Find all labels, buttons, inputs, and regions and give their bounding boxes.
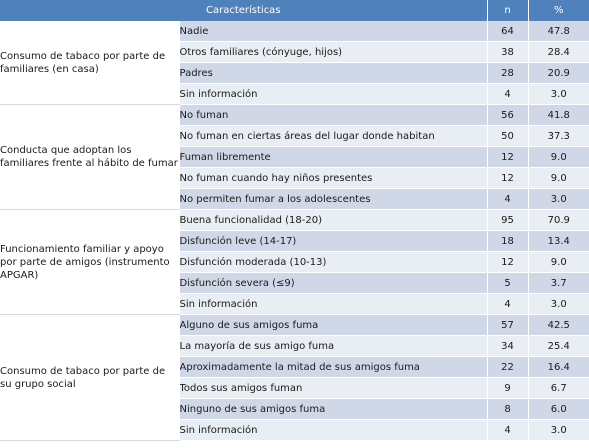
table-header <box>0 0 589 21</box>
percent-cell: 9.0 <box>528 168 589 189</box>
percent-cell: 6.7 <box>528 378 589 399</box>
header-n: n <box>487 0 528 21</box>
percent-cell: 6.0 <box>528 399 589 420</box>
percent-cell: 3.0 <box>528 294 589 315</box>
percent-cell: 3.7 <box>528 273 589 294</box>
item-label: Disfunción moderada (10-13) <box>179 252 487 273</box>
item-label: Sin información <box>179 420 487 441</box>
percent-cell: 25.4 <box>528 336 589 357</box>
item-label: Padres <box>179 63 487 84</box>
item-label: La mayoría de sus amigo fuma <box>179 336 487 357</box>
count-cell: 4 <box>487 420 528 441</box>
table-row <box>0 21 589 42</box>
count-cell: 56 <box>487 105 528 126</box>
item-label: Nadie <box>179 21 487 42</box>
percent-cell: 9.0 <box>528 147 589 168</box>
item-label: No fuman <box>179 105 487 126</box>
item-label: Disfunción severa (≤9) <box>179 273 487 294</box>
item-label: No fuman cuando hay niños presentes <box>179 168 487 189</box>
item-label: Sin información <box>179 84 487 105</box>
item-label: No permiten fumar a los adolescentes <box>179 189 487 210</box>
count-cell: 95 <box>487 210 528 231</box>
item-label: Aproximadamente la mitad de sus amigos fuma <box>179 357 487 378</box>
percent-cell: 37.3 <box>528 126 589 147</box>
percent-cell: 3.0 <box>528 420 589 441</box>
item-label: Buena funcionalidad (18-20) <box>179 210 487 231</box>
count-cell: 64 <box>487 21 528 42</box>
table-row <box>0 105 589 126</box>
percent-cell: 41.8 <box>528 105 589 126</box>
count-cell: 57 <box>487 315 528 336</box>
table-row <box>0 315 589 336</box>
count-cell: 38 <box>487 42 528 63</box>
item-label: Otros familiares (cónyuge, hijos) <box>179 42 487 63</box>
percent-cell: 13.4 <box>528 231 589 252</box>
count-cell: 22 <box>487 357 528 378</box>
table-body <box>0 21 589 441</box>
percent-cell: 42.5 <box>528 315 589 336</box>
count-cell: 28 <box>487 63 528 84</box>
item-label: Alguno de sus amigos fuma <box>179 315 487 336</box>
group-label: Consumo de tabaco por parte de su grupo social <box>0 315 179 441</box>
group-label: Conducta que adoptan los familiares frente al hábito de fumar <box>0 105 179 210</box>
percent-cell: 70.9 <box>528 210 589 231</box>
count-cell: 4 <box>487 294 528 315</box>
item-label: No fuman en ciertas áreas del lugar donde habitan <box>179 126 487 147</box>
group-label: Consumo de tabaco por parte de familiares (en casa) <box>0 21 179 105</box>
item-label: Todos sus amigos fuman <box>179 378 487 399</box>
count-cell: 12 <box>487 168 528 189</box>
item-label: Ninguno de sus amigos fuma <box>179 399 487 420</box>
count-cell: 4 <box>487 189 528 210</box>
group-label: Funcionamiento familiar y apoyo por parte de amigos (instrumento APGAR) <box>0 210 179 315</box>
percent-cell: 3.0 <box>528 84 589 105</box>
percent-cell: 9.0 <box>528 252 589 273</box>
header-characteristics: Características <box>0 0 487 21</box>
count-cell: 9 <box>487 378 528 399</box>
count-cell: 12 <box>487 252 528 273</box>
percent-cell: 16.4 <box>528 357 589 378</box>
table-row <box>0 210 589 231</box>
percent-cell: 47.8 <box>528 21 589 42</box>
percent-cell: 28.4 <box>528 42 589 63</box>
percent-cell: 3.0 <box>528 189 589 210</box>
count-cell: 18 <box>487 231 528 252</box>
count-cell: 12 <box>487 147 528 168</box>
count-cell: 50 <box>487 126 528 147</box>
count-cell: 34 <box>487 336 528 357</box>
item-label: Fuman libremente <box>179 147 487 168</box>
item-label: Sin información <box>179 294 487 315</box>
count-cell: 8 <box>487 399 528 420</box>
percent-cell: 20.9 <box>528 63 589 84</box>
item-label: Disfunción leve (14-17) <box>179 231 487 252</box>
header-percent: % <box>528 0 589 21</box>
header-row <box>0 0 589 21</box>
count-cell: 5 <box>487 273 528 294</box>
count-cell: 4 <box>487 84 528 105</box>
